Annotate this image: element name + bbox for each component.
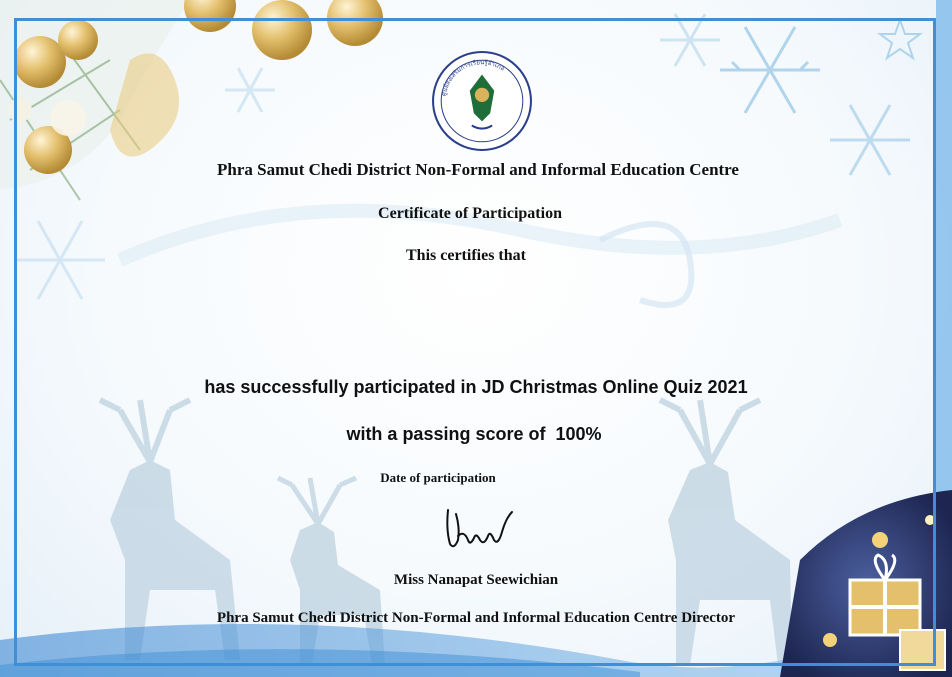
certificate-title: Certificate of Participation <box>378 205 562 222</box>
participation-statement: has successfully participated in JD Christmas Online Quiz 2021 <box>204 377 748 397</box>
score-prefix: with a passing score of <box>346 424 546 444</box>
institution-seal <box>431 50 533 152</box>
date-label: Date of participation <box>380 470 496 485</box>
handwritten-signature <box>440 500 520 556</box>
signer-title: Phra Samut Chedi District Non-Formal and Informal Education Centre Director <box>216 610 736 626</box>
svg-text:ศูนย์ส่งเสริมการเรียนรู้อำเภอ: ศูนย์ส่งเสริมการเรียนรู้อำเภอ <box>440 59 506 97</box>
organization-name: Phra Samut Chedi District Non-Formal and Informal Education Centre <box>217 160 739 179</box>
certifies-text: This certifies that <box>406 247 526 264</box>
score-line <box>0 424 950 445</box>
signer-name: Miss Nanapat Seewichian <box>393 572 559 588</box>
score-value: 100% <box>555 424 602 444</box>
